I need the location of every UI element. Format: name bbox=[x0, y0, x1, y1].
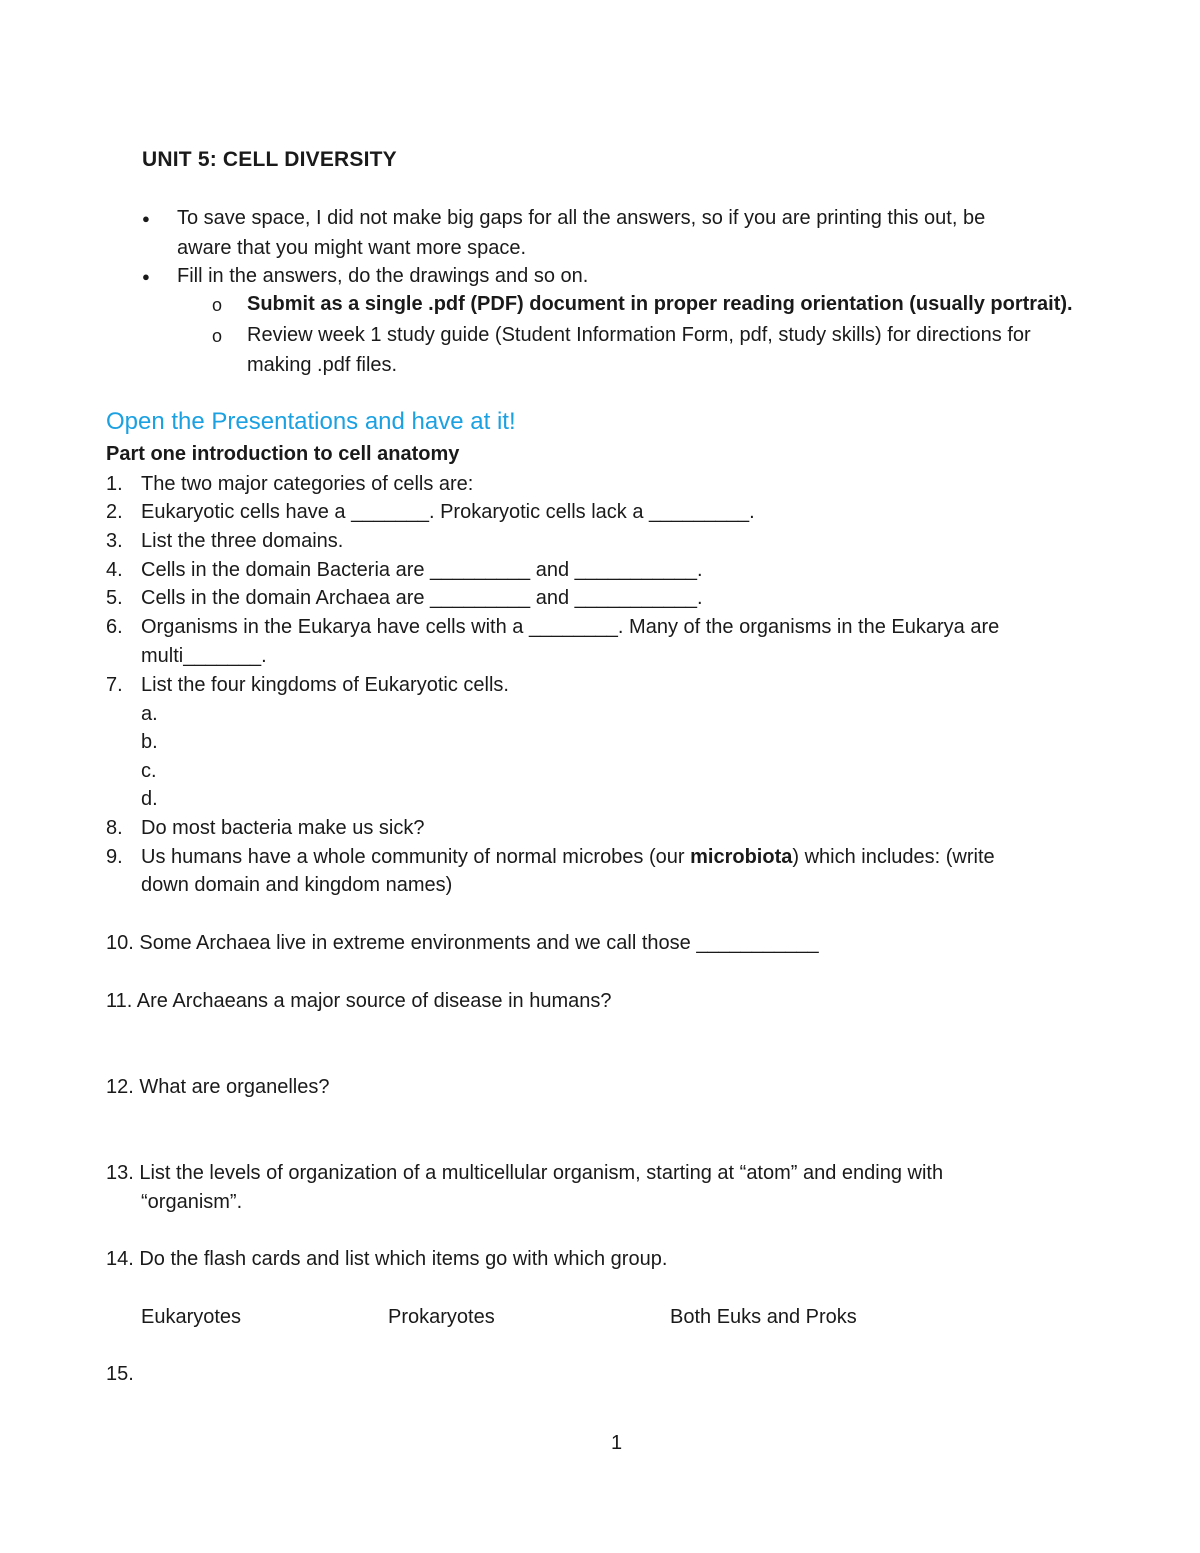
question-number: 8. bbox=[106, 817, 123, 839]
answer-letter: a. bbox=[141, 703, 158, 725]
answer-letter: b. bbox=[141, 731, 158, 753]
question-number: 9. bbox=[106, 846, 123, 868]
answer-letter: c. bbox=[141, 760, 157, 782]
question-number: 5. bbox=[106, 587, 123, 609]
question-text bbox=[141, 847, 995, 867]
question-text: 11. Are Archaeans a major source of disease in humans? bbox=[106, 990, 612, 1012]
bullet-text: To save space, I did not make big gaps for all the answers, so if you are printing this out, be bbox=[177, 207, 986, 229]
question-number: 2. bbox=[106, 501, 123, 523]
part-heading: Part one introduction to cell anatomy bbox=[106, 443, 460, 465]
group-label-prokaryotes: Prokaryotes bbox=[388, 1306, 495, 1328]
question-text: “organism”. bbox=[141, 1191, 243, 1213]
group-label-both: Both Euks and Proks bbox=[670, 1306, 857, 1328]
question-text: 14. Do the flash cards and list which items go with which group. bbox=[106, 1248, 668, 1270]
question-text: Organisms in the Eukarya have cells with a ________. Many of the organisms in the Eukarya are bbox=[141, 616, 1000, 638]
sub-bullet-text: Submit as a single .pdf (PDF) document in proper reading orientation (usually portrait). bbox=[247, 293, 1073, 315]
question-text: 10. Some Archaea live in extreme environments and we call those ___________ bbox=[106, 932, 819, 954]
bullet-icon: ● bbox=[142, 211, 150, 226]
page-title: UNIT 5: CELL DIVERSITY bbox=[142, 148, 397, 171]
question-text: The two major categories of cells are: bbox=[141, 473, 474, 495]
question-text: Eukaryotic cells have a _______. Prokaryotic cells lack a _________. bbox=[141, 501, 755, 523]
section-heading: Open the Presentations and have at it! bbox=[106, 408, 516, 435]
question-number: 3. bbox=[106, 530, 123, 552]
question-text: 13. List the levels of organization of a multicellular organism, starting at “atom” and ending with bbox=[106, 1162, 944, 1184]
question-number: 7. bbox=[106, 674, 123, 696]
bullet-text: aware that you might want more space. bbox=[177, 237, 527, 259]
question-text: Cells in the domain Archaea are _________ and ___________. bbox=[141, 587, 703, 609]
q9-bold: microbiota bbox=[690, 846, 793, 868]
sub-bullet-text: Review week 1 study guide (Student Information Form, pdf, study skills) for directions for bbox=[247, 324, 1031, 346]
question-number: 6. bbox=[106, 616, 123, 638]
question-text: 12. What are organelles? bbox=[106, 1076, 330, 1098]
sub-bullet-icon: o bbox=[212, 295, 223, 315]
bullet-icon: ● bbox=[142, 269, 150, 284]
question-text: multi_______. bbox=[141, 645, 267, 667]
answer-letter: d. bbox=[141, 788, 158, 810]
question-number: 1. bbox=[106, 473, 123, 495]
q9-pre: Us humans have a whole community of normal microbes (our bbox=[141, 846, 691, 868]
bullet-text: Fill in the answers, do the drawings and so on. bbox=[177, 265, 589, 287]
page-number: 1 bbox=[611, 1432, 623, 1454]
question-text: Do most bacteria make us sick? bbox=[141, 817, 425, 839]
group-label-eukaryotes: Eukaryotes bbox=[141, 1306, 242, 1328]
q9-post: ) which includes: (write bbox=[792, 846, 995, 868]
question-text: 15. bbox=[106, 1363, 134, 1385]
question-text: List the four kingdoms of Eukaryotic cells. bbox=[141, 674, 509, 696]
sub-bullet-icon: o bbox=[212, 326, 223, 346]
question-text: Cells in the domain Bacteria are _________ and ___________. bbox=[141, 559, 703, 581]
sub-bullet-text: making .pdf files. bbox=[247, 354, 398, 376]
question-number: 4. bbox=[106, 559, 123, 581]
question-text: List the three domains. bbox=[141, 530, 344, 552]
question-text: down domain and kingdom names) bbox=[141, 874, 453, 896]
